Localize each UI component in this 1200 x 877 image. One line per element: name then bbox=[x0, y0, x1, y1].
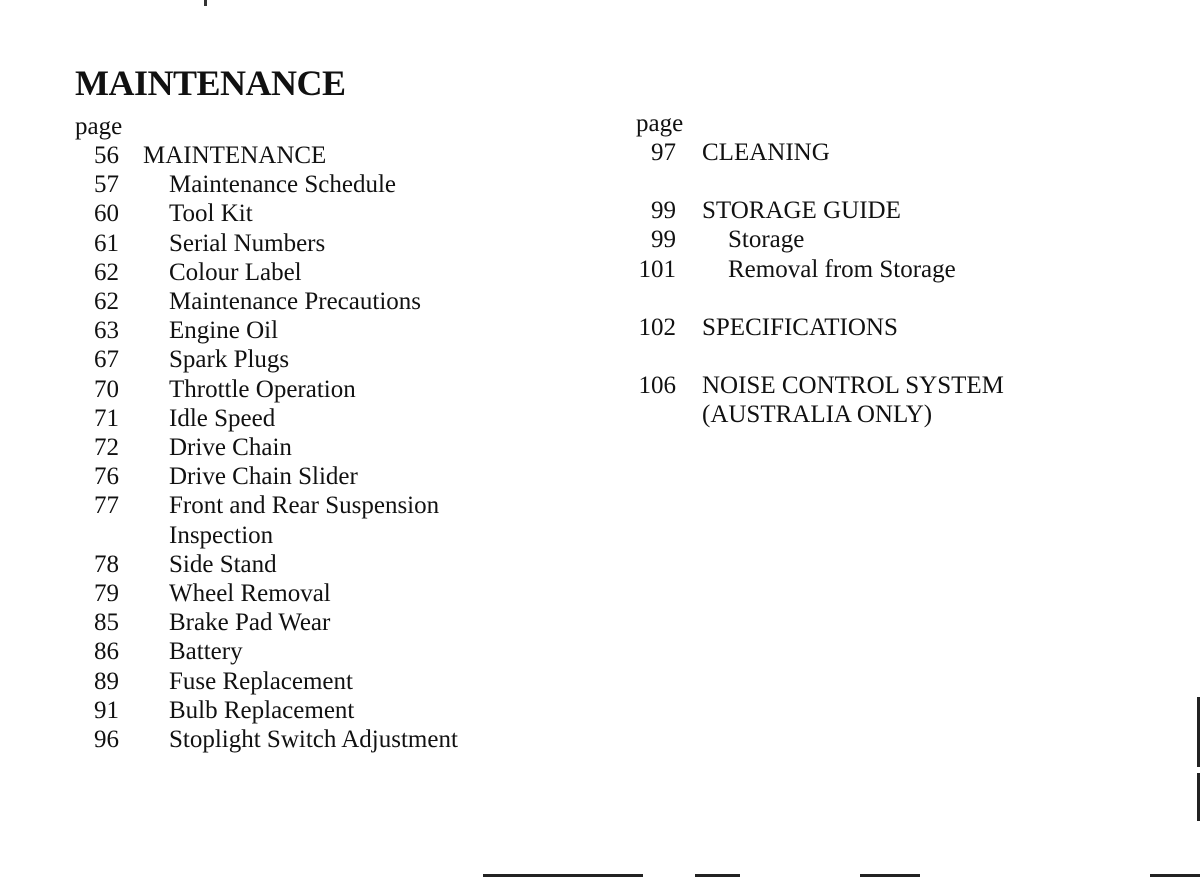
toc-page-number: 99 bbox=[651, 226, 676, 254]
toc-page-number: 78 bbox=[94, 550, 119, 578]
toc-page-number: 63 bbox=[94, 317, 119, 345]
toc-page-number: 70 bbox=[94, 375, 119, 403]
toc-entry-title: Engine Oil bbox=[169, 317, 279, 345]
page-column-label: page bbox=[636, 110, 684, 137]
toc-list-left bbox=[75, 141, 545, 754]
toc-entry[interactable] bbox=[75, 316, 545, 345]
toc-entry[interactable] bbox=[636, 138, 1076, 167]
toc-entry-title: CLEANING bbox=[702, 139, 830, 166]
toc-entry-title: Idle Speed bbox=[169, 404, 276, 432]
toc-entry[interactable] bbox=[75, 462, 545, 491]
toc-entry-title: Spark Plugs bbox=[169, 346, 290, 374]
toc-page-number: 57 bbox=[94, 171, 119, 199]
toc-entry[interactable] bbox=[75, 521, 545, 550]
scan-mark bbox=[204, 0, 207, 6]
toc-entry-title: Removal from Storage bbox=[728, 255, 956, 283]
toc-entry-title: Storage bbox=[728, 226, 805, 254]
toc-entry-title: Tool Kit bbox=[169, 200, 253, 228]
toc-page-number: 76 bbox=[94, 463, 119, 491]
toc-entry[interactable] bbox=[75, 550, 545, 579]
toc-page-number: 62 bbox=[94, 258, 119, 286]
toc-page-number: 101 bbox=[638, 255, 676, 283]
toc-page-number: 67 bbox=[94, 346, 119, 374]
toc-page-number: 79 bbox=[94, 580, 119, 608]
toc-entry[interactable] bbox=[75, 345, 545, 374]
toc-entry[interactable] bbox=[75, 258, 545, 287]
toc-entry[interactable] bbox=[75, 579, 545, 608]
toc-entry[interactable] bbox=[75, 170, 545, 199]
toc-spacer bbox=[636, 167, 1076, 196]
toc-page-number: 86 bbox=[94, 638, 119, 666]
toc-entry-title: Throttle Operation bbox=[169, 375, 356, 403]
toc-entry-title: Front and Rear Suspension bbox=[169, 492, 440, 520]
toc-list-right bbox=[636, 138, 1076, 429]
toc-page-number: 102 bbox=[638, 313, 676, 341]
toc-entry-title: Bulb Replacement bbox=[169, 696, 355, 724]
toc-entry-title: Serial Numbers bbox=[169, 229, 326, 257]
toc-page-number: 96 bbox=[94, 726, 119, 754]
toc-entry[interactable] bbox=[75, 667, 545, 696]
toc-page-number: 89 bbox=[94, 667, 119, 695]
toc-entry-title: Maintenance Precautions bbox=[169, 288, 421, 316]
toc-entry[interactable] bbox=[75, 696, 545, 725]
toc-entry[interactable] bbox=[636, 225, 1076, 254]
toc-entry-title: Side Stand bbox=[169, 550, 277, 578]
toc-page-number: 56 bbox=[94, 142, 119, 169]
toc-page-number: 72 bbox=[94, 434, 119, 462]
toc-entry-title: Stoplight Switch Adjustment bbox=[169, 726, 458, 754]
toc-entry-title: Wheel Removal bbox=[169, 580, 331, 608]
toc-entry-title: STORAGE GUIDE bbox=[702, 197, 901, 225]
toc-entry-title: Maintenance Schedule bbox=[169, 171, 396, 199]
toc-page-number: 60 bbox=[94, 200, 119, 228]
toc-entry[interactable] bbox=[75, 608, 545, 637]
toc-entry[interactable] bbox=[75, 404, 545, 433]
toc-entry-title: Brake Pad Wear bbox=[169, 609, 331, 637]
toc-page-number: 71 bbox=[94, 404, 119, 432]
toc-left-column bbox=[75, 112, 545, 754]
toc-page-number: 77 bbox=[94, 492, 119, 520]
toc-entry[interactable] bbox=[636, 313, 1076, 342]
toc-entry[interactable] bbox=[75, 433, 545, 462]
toc-entry[interactable] bbox=[75, 637, 545, 666]
toc-entry[interactable] bbox=[75, 229, 545, 258]
toc-entry-title: Inspection bbox=[169, 521, 274, 549]
toc-entry-title: (AUSTRALIA ONLY) bbox=[702, 401, 933, 429]
toc-page-number: 91 bbox=[94, 696, 119, 724]
toc-entry-title: MAINTENANCE bbox=[143, 142, 327, 169]
toc-page-number: 61 bbox=[94, 229, 119, 257]
page-column-label: page bbox=[75, 113, 123, 140]
toc-spacer bbox=[636, 284, 1076, 313]
toc-entry[interactable] bbox=[636, 371, 1076, 400]
toc-entry[interactable] bbox=[75, 375, 545, 404]
toc-page-number: 106 bbox=[638, 372, 676, 400]
toc-page-number: 97 bbox=[651, 139, 676, 166]
toc-entry[interactable] bbox=[636, 400, 1076, 429]
toc-entry-title: Drive Chain bbox=[169, 434, 292, 462]
page-title: MAINTENANCE bbox=[75, 63, 346, 103]
toc-right-column bbox=[636, 109, 1076, 429]
toc-spacer bbox=[636, 342, 1076, 371]
toc-entry[interactable] bbox=[75, 725, 545, 754]
toc-entry-title: SPECIFICATIONS bbox=[702, 313, 898, 341]
toc-entry-title: Fuse Replacement bbox=[169, 667, 353, 695]
toc-entry-title: Colour Label bbox=[169, 258, 302, 286]
toc-page-number: 99 bbox=[651, 197, 676, 225]
toc-entry[interactable] bbox=[636, 196, 1076, 225]
toc-entry[interactable] bbox=[75, 141, 545, 170]
toc-entry[interactable] bbox=[75, 287, 545, 316]
toc-entry-title: Battery bbox=[169, 638, 243, 666]
toc-entry[interactable] bbox=[75, 199, 545, 228]
toc-page-number: 85 bbox=[94, 609, 119, 637]
toc-entry[interactable] bbox=[75, 491, 545, 520]
toc-entry-title: NOISE CONTROL SYSTEM bbox=[702, 372, 1004, 400]
toc-page-number: 62 bbox=[94, 288, 119, 316]
toc-entry-title: Drive Chain Slider bbox=[169, 463, 358, 491]
toc-entry[interactable] bbox=[636, 255, 1076, 284]
